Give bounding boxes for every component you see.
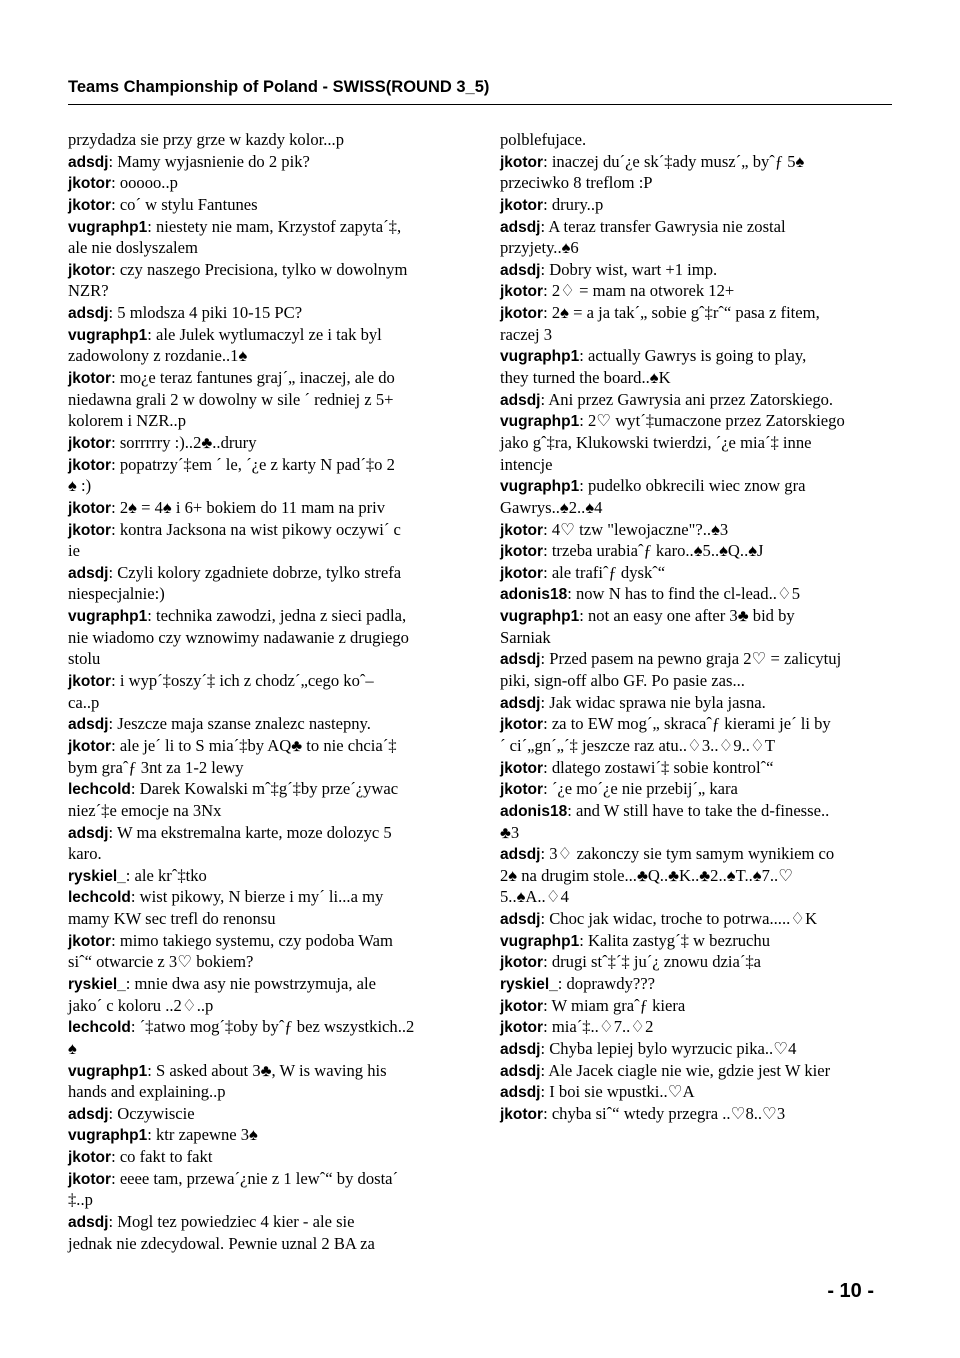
message-text: jednak nie zdecydowal. Pewnie uznal 2 BA za	[68, 1233, 375, 1253]
right-column	[500, 129, 892, 1124]
username: jkotor	[500, 954, 544, 972]
message-text: : Ani przez Gawrysia ani przez Zatorskiego.	[540, 389, 834, 409]
message-text: : mo¿e teraz fantunes graj´„ inaczej, ale do	[111, 368, 395, 388]
username: jkotor	[68, 434, 112, 452]
chat-line	[68, 908, 460, 930]
username: adsdj	[500, 1040, 541, 1058]
username: jkotor	[68, 196, 112, 214]
username: adsdj	[68, 153, 109, 171]
message-text: intencje	[500, 454, 553, 474]
username: jkotor	[500, 521, 544, 539]
message-text: : chyba siˆ“ wtedy przegra ..♡8..♡3	[543, 1103, 786, 1123]
message-text: ca..p	[68, 692, 100, 712]
username: jkotor	[500, 1019, 544, 1037]
username: jkotor	[500, 759, 544, 777]
chat-line	[68, 865, 460, 887]
chat-line	[68, 800, 460, 822]
chat-line	[500, 1103, 892, 1125]
username: jkotor	[68, 521, 112, 539]
chat-line	[500, 1016, 892, 1038]
username: jkotor	[500, 716, 544, 734]
chat-line	[500, 389, 892, 411]
username: adonis18	[500, 802, 568, 820]
chat-line	[500, 951, 892, 973]
message-text: : Choc jak widac, troche to potrwa.....♢K	[540, 909, 818, 929]
username: ryskiel_	[68, 975, 126, 993]
username: vugraphp1	[68, 1127, 148, 1145]
chat-line	[68, 1060, 460, 1082]
chat-line	[68, 692, 460, 714]
left-column	[68, 129, 460, 1254]
message-text: : doprawdy???	[557, 973, 655, 993]
username: jkotor	[68, 456, 112, 474]
message-text: piki, sign-off albo GF. Po pasie zas...	[500, 671, 745, 691]
username: vugraphp1	[68, 218, 148, 236]
username: lechcold	[68, 1019, 131, 1037]
username: adsdj	[68, 1105, 109, 1123]
message-text: : ktr zapewne 3♠	[147, 1125, 258, 1145]
message-text: karo.	[68, 844, 102, 864]
chat-line	[500, 172, 892, 194]
message-text: : Jak widac sprawa nie byla jasna.	[540, 692, 766, 712]
message-text: : drugi stˆ‡´‡ ju´¿ znowu dzia´‡a	[543, 952, 762, 972]
chat-line	[500, 367, 892, 389]
message-text: : 2♡ wyt´‡umaczone przez Zatorskiego	[579, 411, 845, 431]
message-text: : i wyp´‡oszy´‡ ich z chodz´„cego koˆ–	[111, 671, 374, 691]
message-text: nie wiadomo czy wznowimy nadawanie z drugiego	[68, 627, 409, 647]
chat-line	[68, 995, 460, 1017]
chat-line	[68, 605, 460, 627]
message-text: : mia´‡..♢7..♢2	[543, 1017, 654, 1037]
chat-line	[68, 259, 460, 281]
chat-line	[68, 886, 460, 908]
username: adsdj	[500, 911, 541, 929]
message-text: : dlatego zostawi´‡ sobie kontrolˆ“	[543, 757, 774, 777]
username: adsdj	[500, 694, 541, 712]
chat-line	[68, 475, 460, 497]
message-text: niespecjalnie:)	[68, 584, 165, 604]
message-text: : Mamy wyjasnienie do 2 pik?	[108, 151, 310, 171]
message-text: przydadza sie przy grze w kazdy kolor...p	[68, 130, 344, 149]
page-title: Teams Championship of Poland - SWISS(ROUND 3_5)	[68, 78, 490, 96]
username: adsdj	[500, 391, 541, 409]
chat-line	[68, 345, 460, 367]
message-text: : za to EW mog´„ skracaˆƒ kierami je´ li by	[543, 714, 831, 734]
username: jkotor	[500, 196, 544, 214]
message-text: : technika zawodzi, jedna z sieci padla,	[147, 606, 407, 626]
chat-line	[500, 129, 892, 151]
username: lechcold	[68, 889, 131, 907]
chat-line	[500, 237, 892, 259]
chat-line	[68, 713, 460, 735]
chat-line	[68, 562, 460, 584]
message-text: : ale krˆ‡tko	[125, 865, 207, 885]
username: ryskiel_	[500, 975, 558, 993]
chat-line	[68, 302, 460, 324]
chat-line	[68, 540, 460, 562]
chat-line	[500, 995, 892, 1017]
message-text: : W ma ekstremalna karte, moze dolozyc 5	[108, 822, 392, 842]
username: adsdj	[68, 1214, 109, 1232]
chat-line	[500, 670, 892, 692]
chat-line	[500, 605, 892, 627]
chat-line	[68, 410, 460, 432]
chat-line	[68, 389, 460, 411]
chat-line	[68, 951, 460, 973]
message-text: : Mogl tez powiedziec 4 kier - ale sie	[108, 1212, 355, 1232]
chat-line	[500, 497, 892, 519]
message-text: : sorrrrry :)..2♣..drury	[111, 432, 257, 452]
message-text: : Chyba lepiej bylo wyrzucic pika..♡4	[540, 1038, 797, 1058]
chat-line	[68, 1146, 460, 1168]
chat-line	[68, 1081, 460, 1103]
message-text: : ´‡atwo mog´‡oby byˆƒ bez wszystkich..2	[130, 1017, 415, 1037]
message-text: : A teraz transfer Gawrysia nie zostal	[540, 216, 786, 236]
username: jkotor	[500, 997, 544, 1015]
message-text: : actually Gawrys is going to play,	[579, 346, 807, 366]
username: jkotor	[68, 499, 112, 517]
chat-line	[500, 1081, 892, 1103]
chat-line	[500, 302, 892, 324]
message-text: : ´¿e mo´¿e nie przebij´„ kara	[543, 779, 738, 799]
username: adsdj	[500, 1062, 541, 1080]
chat-line	[68, 1168, 460, 1190]
chat-line	[68, 172, 460, 194]
username: jkotor	[68, 370, 112, 388]
username: adsdj	[500, 261, 541, 279]
chat-line	[500, 432, 892, 454]
chat-line	[500, 540, 892, 562]
message-text: : co´ w stylu Fantunes	[111, 194, 258, 214]
message-text: ale nie doslyszalem	[68, 238, 198, 258]
username: jkotor	[68, 1149, 112, 1167]
chat-line	[500, 908, 892, 930]
username: vugraphp1	[68, 1062, 148, 1080]
message-text: przyjety..♠6	[500, 238, 579, 258]
chat-line	[68, 1189, 460, 1211]
message-text: : 2♢ = mam na otworek 12+	[543, 281, 735, 301]
chat-line	[68, 930, 460, 952]
message-text: : 2♠ = 4♠ i 6+ bokiem do 11 mam na priv	[111, 497, 386, 517]
message-text: : Przed pasem na pewno graja 2♡ = zalicytuj	[540, 649, 842, 669]
message-text: : 3♢ zakonczy sie tym samym wynikiem co	[540, 844, 835, 864]
username: jkotor	[68, 673, 112, 691]
chat-line	[68, 583, 460, 605]
username: adsdj	[500, 651, 541, 669]
chat-line	[500, 562, 892, 584]
chat-line	[500, 1038, 892, 1060]
chat-line	[68, 1103, 460, 1125]
chat-line	[68, 367, 460, 389]
message-text: : pudelko obkrecili wiec znow gra	[579, 476, 806, 496]
chat-line	[68, 1016, 460, 1038]
chat-line	[500, 930, 892, 952]
message-text: : 4♡ tzw "lewojaczne"?..♠3	[543, 519, 729, 539]
username: adsdj	[68, 305, 109, 323]
message-text: : ale Julek wytlumaczyl ze i tak byl	[147, 324, 382, 344]
chat-line	[500, 865, 892, 887]
message-text: ♠ :)	[68, 476, 92, 496]
chat-line	[68, 627, 460, 649]
message-text: : Dobry wist, wart +1 imp.	[540, 259, 718, 279]
chat-line	[500, 692, 892, 714]
message-text: : not an easy one after 3♣ bid by	[579, 606, 795, 626]
chat-line	[500, 216, 892, 238]
message-text: hands and explaining..p	[68, 1082, 226, 1102]
message-text: : Kalita zastyg´‡ w bezruchu	[579, 930, 770, 950]
message-text: : mimo takiego systemu, czy podoba Wam	[111, 930, 393, 950]
username: lechcold	[68, 781, 131, 799]
chat-line	[500, 280, 892, 302]
username: jkotor	[500, 1105, 544, 1123]
chat-line	[68, 973, 460, 995]
chat-line	[500, 410, 892, 432]
message-text: Sarniak	[500, 627, 551, 647]
message-text: kolorem i NZR..p	[68, 411, 186, 431]
message-text: : mnie dwa asy nie powstrzymuja, ale	[125, 973, 376, 993]
username: adsdj	[500, 846, 541, 864]
message-text: : eeee tam, przewa´¿nie z 1 lewˆ“ by dosta´	[111, 1168, 399, 1188]
username: jkotor	[68, 175, 112, 193]
chat-line	[500, 886, 892, 908]
chat-line	[500, 735, 892, 757]
username: jkotor	[500, 283, 544, 301]
username: vugraphp1	[68, 326, 148, 344]
message-text: : wist pikowy, N bierze i my´ li...a my	[130, 887, 384, 907]
chat-line	[500, 1060, 892, 1082]
chat-line	[68, 194, 460, 216]
message-text: raczej 3	[500, 324, 553, 344]
message-text: ´ ci´„gn´„´‡ jeszcze raz atu..♢3..♢9..♢T	[500, 735, 775, 755]
chat-line	[500, 713, 892, 735]
username: jkotor	[500, 564, 544, 582]
username: ryskiel_	[68, 867, 126, 885]
username: jkotor	[500, 781, 544, 799]
chat-line	[500, 822, 892, 844]
message-text: : ale trafiˆƒ dyskˆ“	[543, 562, 666, 582]
chat-line	[500, 800, 892, 822]
chat-line	[68, 735, 460, 757]
message-text: niedawna grali 2 w dowolny w sile ´ redniej z 5+	[68, 389, 394, 409]
username: vugraphp1	[500, 478, 580, 496]
message-text: : Czyli kolory zgadniete dobrze, tylko strefa	[108, 562, 402, 582]
message-text: : co fakt to fakt	[111, 1147, 213, 1167]
chat-line	[68, 648, 460, 670]
page-number: - 10 -	[827, 1280, 874, 1302]
chat-line	[500, 475, 892, 497]
message-text: : I boi sie wpustki..♡A	[540, 1082, 695, 1102]
chat-line	[500, 194, 892, 216]
message-text: : kontra Jacksona na wist pikowy oczywi´ c	[111, 519, 401, 539]
chat-line	[68, 1211, 460, 1233]
chat-line	[68, 432, 460, 454]
username: vugraphp1	[500, 413, 580, 431]
message-text: : Jeszcze maja szanse znalezc nastepny.	[108, 714, 371, 734]
message-text: : and W still have to take the d-finesse..	[567, 800, 830, 820]
message-text: mamy KW sec trefl do renonsu	[68, 909, 276, 929]
chat-line	[500, 259, 892, 281]
username: vugraphp1	[500, 348, 580, 366]
chat-line	[500, 519, 892, 541]
message-text: 5..♠A..♢4	[500, 887, 569, 907]
chat-line	[500, 345, 892, 367]
chat-line	[68, 497, 460, 519]
chat-line	[68, 280, 460, 302]
message-text: ♣3	[500, 822, 520, 842]
message-text: stolu	[68, 649, 101, 669]
chat-line	[68, 843, 460, 865]
chat-line	[68, 129, 460, 151]
message-text: : S asked about 3♣, W is waving his	[147, 1060, 387, 1080]
username: adsdj	[500, 1084, 541, 1102]
message-text: jako´ c koloru ..2♢..p	[68, 995, 214, 1015]
username: jkotor	[68, 1170, 112, 1188]
message-text: jako gˆ‡ra, Klukowski twierdzi, ´¿e mia´‡ inne	[500, 432, 812, 452]
message-text: niez´‡e emocje na 3Nx	[68, 800, 222, 820]
message-text: : czy naszego Precisiona, tylko w dowolnym	[111, 259, 408, 279]
chat-line	[500, 973, 892, 995]
username: vugraphp1	[68, 608, 148, 626]
chat-line	[500, 843, 892, 865]
chat-line	[68, 1124, 460, 1146]
username: adsdj	[68, 564, 109, 582]
username: adsdj	[500, 218, 541, 236]
username: adsdj	[68, 716, 109, 734]
chat-line	[68, 324, 460, 346]
message-text: : ooooo..p	[111, 173, 178, 193]
chat-line	[68, 822, 460, 844]
message-text: : Ale Jacek ciagle nie wie, gdzie jest W kier	[540, 1060, 831, 1080]
message-text: : Darek Kowalski mˆ‡g´‡by prze´¿ywac	[130, 779, 399, 799]
chat-line	[68, 454, 460, 476]
message-text: ‡..p	[68, 1190, 93, 1210]
message-text: : ale je´ li to S mia´‡by AQ♣ to nie chcia´‡	[111, 735, 397, 755]
message-text: : 2♠ = a ja tak´„ sobie gˆ‡rˆ“ pasa z fitem,	[543, 303, 820, 323]
chat-line	[68, 519, 460, 541]
chat-line	[500, 757, 892, 779]
chat-line	[500, 583, 892, 605]
message-text: ie	[68, 541, 80, 561]
chat-line	[500, 324, 892, 346]
message-text: : inaczej du´¿e sk´‡ady musz´„ byˆƒ 5♠	[543, 151, 805, 171]
message-text: Gawrys..♠2..♠4	[500, 497, 603, 517]
chat-line	[500, 627, 892, 649]
message-text: ♠	[68, 1038, 77, 1058]
username: jkotor	[500, 543, 544, 561]
username: adonis18	[500, 586, 568, 604]
message-text: they turned the board..♠K	[500, 368, 671, 388]
message-text: przeciwko 8 treflom :P	[500, 173, 653, 193]
message-text: bym graˆƒ 3nt za 1-2 lewy	[68, 757, 244, 777]
message-text: : now N has to find the cl-lead..♢5	[567, 584, 801, 604]
username: jkotor	[500, 153, 544, 171]
username: jkotor	[68, 261, 112, 279]
chat-line	[68, 237, 460, 259]
chat-line	[500, 454, 892, 476]
message-text: : W miam graˆƒ kiera	[543, 995, 686, 1015]
message-text: NZR?	[68, 281, 109, 301]
chat-line	[68, 1233, 460, 1255]
username: jkotor	[500, 305, 544, 323]
message-text: 2♠ na drugim stole...♣Q..♣K..♣2..♠T..♠7..♡	[500, 865, 794, 885]
message-text: zadowolony z rozdanie..1♠	[68, 346, 248, 366]
header-rule	[68, 104, 892, 105]
username: jkotor	[68, 932, 112, 950]
message-text: siˆ“ otwarcie z 3♡ bokiem?	[68, 952, 254, 972]
message-text: : 5 mlodsza 4 piki 10-15 PC?	[108, 303, 303, 323]
message-text: : drury..p	[543, 194, 604, 214]
username: vugraphp1	[500, 608, 580, 626]
message-text: : Oczywiscie	[108, 1103, 195, 1123]
message-text: polblefujace.	[500, 130, 587, 149]
chat-line	[500, 778, 892, 800]
chat-line	[68, 670, 460, 692]
message-text: : niestety nie mam, Krzystof zapyta´‡,	[147, 216, 402, 236]
chat-line	[500, 648, 892, 670]
chat-line	[68, 216, 460, 238]
chat-line	[68, 151, 460, 173]
username: jkotor	[68, 737, 112, 755]
chat-line	[68, 778, 460, 800]
username: vugraphp1	[500, 932, 580, 950]
chat-line	[500, 151, 892, 173]
chat-line	[68, 1038, 460, 1060]
chat-line	[68, 757, 460, 779]
username: adsdj	[68, 824, 109, 842]
message-text: : trzeba urabiaˆƒ karo..♠5..♠Q..♠J	[543, 541, 764, 561]
message-text: : popatrzy´‡em ´ le, ´¿e z karty N pad´‡o 2	[111, 454, 395, 474]
